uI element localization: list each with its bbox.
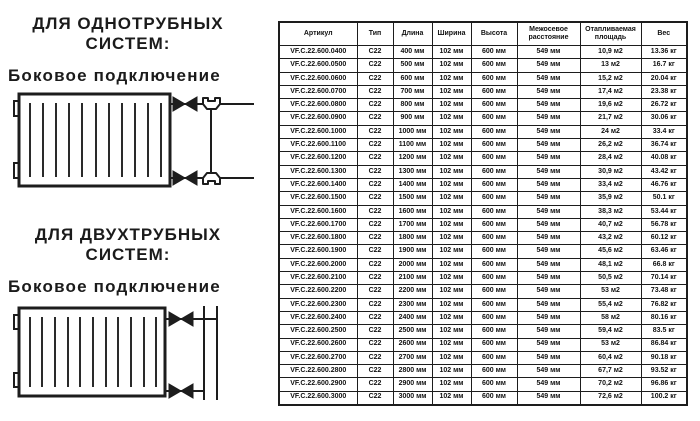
- table-cell: 26.72 кг: [641, 99, 687, 112]
- table-cell: C22: [357, 245, 393, 258]
- table-cell: 24 м2: [580, 125, 641, 138]
- table-cell: 19,6 м2: [580, 99, 641, 112]
- table-row: [279, 85, 687, 98]
- table-cell: 53 м2: [580, 285, 641, 298]
- table-cell: VF.C.22.600.1800: [279, 232, 357, 245]
- table-cell: 102 мм: [432, 192, 471, 205]
- table-cell: 549 мм: [517, 338, 580, 351]
- table-cell: 20.04 кг: [641, 72, 687, 85]
- table-cell: 1000 мм: [393, 125, 432, 138]
- table-cell: 600 мм: [471, 218, 517, 231]
- table-cell: C22: [357, 139, 393, 152]
- table-cell: VF.C.22.600.3000: [279, 391, 357, 404]
- table-cell: VF.C.22.600.1600: [279, 205, 357, 218]
- table-cell: VF.C.22.600.2700: [279, 351, 357, 364]
- table-row: [279, 218, 687, 231]
- column-header: Отапливаемая площадь: [580, 22, 641, 46]
- table-cell: 28,4 м2: [580, 152, 641, 165]
- table-cell: 600 мм: [393, 72, 432, 85]
- table-cell: 70,2 м2: [580, 378, 641, 391]
- column-header: Ширина: [432, 22, 471, 46]
- table-row: [279, 245, 687, 258]
- table-cell: 21,7 м2: [580, 112, 641, 125]
- table-cell: 600 мм: [471, 378, 517, 391]
- table-cell: C22: [357, 59, 393, 72]
- column-header: Высота: [471, 22, 517, 46]
- table-cell: C22: [357, 311, 393, 324]
- table-cell: 50.1 кг: [641, 192, 687, 205]
- table-cell: C22: [357, 152, 393, 165]
- table-cell: 2000 мм: [393, 258, 432, 271]
- table-cell: VF.C.22.600.0800: [279, 99, 357, 112]
- table-cell: 50,5 м2: [580, 272, 641, 285]
- table-row: [279, 298, 687, 311]
- table-cell: 549 мм: [517, 272, 580, 285]
- table-cell: 100.2 кг: [641, 391, 687, 404]
- table-cell: 2400 мм: [393, 311, 432, 324]
- valve-icon: [185, 97, 197, 111]
- table-cell: 102 мм: [432, 365, 471, 378]
- table-row: [279, 325, 687, 338]
- table-cell: 33,4 м2: [580, 178, 641, 191]
- table-cell: VF.C.22.600.2300: [279, 298, 357, 311]
- table-row: [279, 165, 687, 178]
- table-cell: 80.16 кг: [641, 311, 687, 324]
- table-cell: 10,9 м2: [580, 46, 641, 59]
- table-cell: 600 мм: [471, 391, 517, 404]
- table-cell: 40.08 кг: [641, 152, 687, 165]
- table-cell: 76.82 кг: [641, 298, 687, 311]
- column-header: Вес: [641, 22, 687, 46]
- table-row: [279, 205, 687, 218]
- table-cell: 102 мм: [432, 112, 471, 125]
- table-cell: 13 м2: [580, 59, 641, 72]
- table-cell: 600 мм: [471, 298, 517, 311]
- table-cell: 43.42 кг: [641, 165, 687, 178]
- table-cell: 102 мм: [432, 325, 471, 338]
- table-row: [279, 125, 687, 138]
- table-cell: 600 мм: [471, 325, 517, 338]
- table-cell: 1800 мм: [393, 232, 432, 245]
- table-cell: 67,7 м2: [580, 365, 641, 378]
- table-cell: C22: [357, 205, 393, 218]
- table-cell: 600 мм: [471, 338, 517, 351]
- table-cell: 549 мм: [517, 139, 580, 152]
- table-cell: 549 мм: [517, 205, 580, 218]
- table-cell: VF.C.22.600.0500: [279, 59, 357, 72]
- table-cell: 102 мм: [432, 59, 471, 72]
- table-cell: 549 мм: [517, 178, 580, 191]
- table-cell: 96.86 кг: [641, 378, 687, 391]
- single-pipe-heading: ДЛЯ ОДНОТРУБНЫХ СИСТЕМ:: [32, 14, 224, 53]
- table-cell: 549 мм: [517, 192, 580, 205]
- table-cell: VF.C.22.600.1900: [279, 245, 357, 258]
- table-cell: 102 мм: [432, 245, 471, 258]
- table-cell: 102 мм: [432, 205, 471, 218]
- table-row: [279, 112, 687, 125]
- table-cell: 549 мм: [517, 258, 580, 271]
- table-cell: 600 мм: [471, 192, 517, 205]
- valve-icon: [169, 312, 181, 326]
- table-cell: C22: [357, 325, 393, 338]
- table-cell: 400 мм: [393, 46, 432, 59]
- table-cell: 900 мм: [393, 112, 432, 125]
- table-cell: 30,9 м2: [580, 165, 641, 178]
- valve-icon: [169, 384, 181, 398]
- table-cell: 549 мм: [517, 245, 580, 258]
- table-cell: 600 мм: [471, 85, 517, 98]
- table-cell: 800 мм: [393, 99, 432, 112]
- table-cell: 549 мм: [517, 152, 580, 165]
- table-row: [279, 46, 687, 59]
- table-cell: C22: [357, 338, 393, 351]
- table-cell: 23.38 кг: [641, 85, 687, 98]
- table-cell: 53.44 кг: [641, 205, 687, 218]
- table-cell: C22: [357, 165, 393, 178]
- table-cell: VF.C.22.600.2000: [279, 258, 357, 271]
- table-cell: C22: [357, 46, 393, 59]
- table-cell: C22: [357, 72, 393, 85]
- table-cell: C22: [357, 218, 393, 231]
- table-cell: 102 мм: [432, 46, 471, 59]
- table-cell: 600 мм: [471, 99, 517, 112]
- table-row: [279, 178, 687, 191]
- table-cell: 2500 мм: [393, 325, 432, 338]
- table-cell: VF.C.22.600.2200: [279, 285, 357, 298]
- union-fitting-icon: [203, 173, 220, 184]
- table-cell: 1700 мм: [393, 218, 432, 231]
- table-cell: C22: [357, 192, 393, 205]
- table-cell: C22: [357, 351, 393, 364]
- table-row: [279, 258, 687, 271]
- table-row: [279, 232, 687, 245]
- table-row: [279, 365, 687, 378]
- table-cell: 549 мм: [517, 218, 580, 231]
- table-cell: C22: [357, 99, 393, 112]
- table-cell: 45,6 м2: [580, 245, 641, 258]
- spec-table: [278, 21, 688, 406]
- table-cell: 102 мм: [432, 72, 471, 85]
- table-cell: 13.36 кг: [641, 46, 687, 59]
- table-cell: 40,7 м2: [580, 218, 641, 231]
- table-cell: C22: [357, 365, 393, 378]
- table-row: [279, 285, 687, 298]
- union-fitting-icon: [203, 98, 220, 109]
- table-row: [279, 378, 687, 391]
- table-cell: 600 мм: [471, 351, 517, 364]
- table-row: [279, 139, 687, 152]
- table-cell: 1500 мм: [393, 192, 432, 205]
- single-pipe-subheading: Боковое подключение: [8, 66, 221, 85]
- table-cell: VF.C.22.600.1100: [279, 139, 357, 152]
- table-cell: 30.06 кг: [641, 112, 687, 125]
- table-cell: 59,4 м2: [580, 325, 641, 338]
- table-cell: 600 мм: [471, 46, 517, 59]
- table-cell: 600 мм: [471, 152, 517, 165]
- table-cell: 549 мм: [517, 232, 580, 245]
- table-cell: C22: [357, 298, 393, 311]
- table-cell: 90.18 кг: [641, 351, 687, 364]
- table-cell: 600 мм: [471, 258, 517, 271]
- table-cell: C22: [357, 258, 393, 271]
- table-cell: VF.C.22.600.0900: [279, 112, 357, 125]
- table-cell: 2700 мм: [393, 351, 432, 364]
- table-cell: VF.C.22.600.0400: [279, 46, 357, 59]
- table-cell: 2100 мм: [393, 272, 432, 285]
- table-cell: C22: [357, 85, 393, 98]
- table-cell: VF.C.22.600.2400: [279, 311, 357, 324]
- table-cell: C22: [357, 112, 393, 125]
- table-cell: 549 мм: [517, 99, 580, 112]
- table-cell: 72,6 м2: [580, 391, 641, 404]
- table-cell: 2200 мм: [393, 285, 432, 298]
- table-cell: 46.76 кг: [641, 178, 687, 191]
- table-cell: 549 мм: [517, 46, 580, 59]
- table-row: [279, 391, 687, 404]
- table-cell: 60.12 кг: [641, 232, 687, 245]
- table-cell: 38,3 м2: [580, 205, 641, 218]
- table-cell: 549 мм: [517, 112, 580, 125]
- table-row: [279, 192, 687, 205]
- table-cell: 102 мм: [432, 311, 471, 324]
- table-cell: 102 мм: [432, 99, 471, 112]
- table-cell: 549 мм: [517, 325, 580, 338]
- table-cell: 549 мм: [517, 165, 580, 178]
- column-header: Тип: [357, 22, 393, 46]
- table-row: [279, 272, 687, 285]
- valve-icon: [181, 312, 193, 326]
- table-cell: 56.78 кг: [641, 218, 687, 231]
- table-cell: 102 мм: [432, 165, 471, 178]
- table-cell: 549 мм: [517, 59, 580, 72]
- table-cell: 66.8 кг: [641, 258, 687, 271]
- table-cell: VF.C.22.600.1500: [279, 192, 357, 205]
- table-cell: C22: [357, 272, 393, 285]
- table-cell: 17,4 м2: [580, 85, 641, 98]
- table-cell: 1900 мм: [393, 245, 432, 258]
- table-cell: C22: [357, 391, 393, 404]
- table-cell: 600 мм: [471, 139, 517, 152]
- table-cell: 600 мм: [471, 365, 517, 378]
- table-cell: 102 мм: [432, 218, 471, 231]
- table-cell: 102 мм: [432, 351, 471, 364]
- table-cell: VF.C.22.600.2100: [279, 272, 357, 285]
- table-cell: 55,4 м2: [580, 298, 641, 311]
- valve-icon: [181, 384, 193, 398]
- table-cell: 549 мм: [517, 125, 580, 138]
- table-cell: 1600 мм: [393, 205, 432, 218]
- two-pipe-heading: ДЛЯ ДВУХТРУБНЫХ СИСТЕМ:: [34, 225, 222, 264]
- table-cell: 549 мм: [517, 72, 580, 85]
- table-cell: VF.C.22.600.2600: [279, 338, 357, 351]
- table-row: [279, 99, 687, 112]
- table-cell: 549 мм: [517, 311, 580, 324]
- table-cell: 102 мм: [432, 232, 471, 245]
- table-cell: 60,4 м2: [580, 351, 641, 364]
- table-cell: VF.C.22.600.1200: [279, 152, 357, 165]
- table-cell: 15,2 м2: [580, 72, 641, 85]
- table-cell: 16.7 кг: [641, 59, 687, 72]
- table-cell: VF.C.22.600.1400: [279, 178, 357, 191]
- table-cell: 2300 мм: [393, 298, 432, 311]
- column-header: Артикул: [279, 22, 357, 46]
- table-cell: 36.74 кг: [641, 139, 687, 152]
- table-cell: 43,2 м2: [580, 232, 641, 245]
- table-cell: 600 мм: [471, 178, 517, 191]
- table-cell: 1100 мм: [393, 139, 432, 152]
- table-cell: 500 мм: [393, 59, 432, 72]
- spec-table-header: [279, 22, 687, 46]
- table-cell: 102 мм: [432, 298, 471, 311]
- table-cell: 102 мм: [432, 338, 471, 351]
- table-cell: 26,2 м2: [580, 139, 641, 152]
- table-cell: 600 мм: [471, 59, 517, 72]
- table-cell: 73.48 кг: [641, 285, 687, 298]
- table-cell: 600 мм: [471, 165, 517, 178]
- valve-icon: [173, 97, 185, 111]
- table-cell: VF.C.22.600.2900: [279, 378, 357, 391]
- column-header: Длина: [393, 22, 432, 46]
- table-cell: VF.C.22.600.0700: [279, 85, 357, 98]
- table-cell: 600 мм: [471, 205, 517, 218]
- table-cell: C22: [357, 232, 393, 245]
- table-cell: C22: [357, 285, 393, 298]
- table-cell: 93.52 кг: [641, 365, 687, 378]
- table-cell: 102 мм: [432, 391, 471, 404]
- table-row: [279, 311, 687, 324]
- table-cell: 549 мм: [517, 365, 580, 378]
- table-cell: 83.5 кг: [641, 325, 687, 338]
- table-cell: 549 мм: [517, 298, 580, 311]
- table-cell: 102 мм: [432, 258, 471, 271]
- table-cell: 33.4 кг: [641, 125, 687, 138]
- table-cell: 102 мм: [432, 152, 471, 165]
- table-cell: 102 мм: [432, 285, 471, 298]
- table-cell: 63.46 кг: [641, 245, 687, 258]
- table-cell: 549 мм: [517, 391, 580, 404]
- table-cell: VF.C.22.600.0600: [279, 72, 357, 85]
- table-cell: VF.C.22.600.2800: [279, 365, 357, 378]
- table-row: [279, 72, 687, 85]
- valve-icon: [185, 171, 197, 185]
- table-cell: 549 мм: [517, 285, 580, 298]
- table-cell: VF.C.22.600.2500: [279, 325, 357, 338]
- table-cell: C22: [357, 125, 393, 138]
- left-panel: [6, 0, 262, 406]
- table-row: [279, 59, 687, 72]
- radiator-side-connection-single-pipe-diagram: [6, 90, 256, 195]
- table-cell: 102 мм: [432, 139, 471, 152]
- table-cell: 2800 мм: [393, 365, 432, 378]
- table-cell: 600 мм: [471, 72, 517, 85]
- table-cell: 600 мм: [471, 311, 517, 324]
- table-cell: 86.84 кг: [641, 338, 687, 351]
- table-cell: 1200 мм: [393, 152, 432, 165]
- table-cell: 600 мм: [471, 112, 517, 125]
- table-cell: 549 мм: [517, 85, 580, 98]
- table-cell: 549 мм: [517, 378, 580, 391]
- table-cell: 35,9 м2: [580, 192, 641, 205]
- table-cell: 48,1 м2: [580, 258, 641, 271]
- table-cell: 600 мм: [471, 285, 517, 298]
- table-cell: 70.14 кг: [641, 272, 687, 285]
- table-cell: 102 мм: [432, 178, 471, 191]
- table-cell: VF.C.22.600.1300: [279, 165, 357, 178]
- table-row: [279, 152, 687, 165]
- table-row: [279, 351, 687, 364]
- table-cell: 2900 мм: [393, 378, 432, 391]
- table-cell: C22: [357, 378, 393, 391]
- table-cell: 549 мм: [517, 351, 580, 364]
- table-cell: 102 мм: [432, 85, 471, 98]
- spec-table-body: [279, 46, 687, 405]
- table-cell: 3000 мм: [393, 391, 432, 404]
- table-cell: 600 мм: [471, 272, 517, 285]
- table-cell: 600 мм: [471, 125, 517, 138]
- table-cell: VF.C.22.600.1700: [279, 218, 357, 231]
- valve-icon: [173, 171, 185, 185]
- table-cell: 102 мм: [432, 378, 471, 391]
- table-cell: 53 м2: [580, 338, 641, 351]
- table-cell: 1400 мм: [393, 178, 432, 191]
- radiator-side-connection-two-pipe-diagram: [6, 301, 256, 406]
- table-cell: 102 мм: [432, 125, 471, 138]
- table-cell: 600 мм: [471, 245, 517, 258]
- column-header: Межосевое расстояние: [517, 22, 580, 46]
- table-cell: 58 м2: [580, 311, 641, 324]
- table-cell: 700 мм: [393, 85, 432, 98]
- two-pipe-subheading: Боковое подключение: [8, 277, 221, 296]
- table-cell: VF.C.22.600.1000: [279, 125, 357, 138]
- table-cell: 2600 мм: [393, 338, 432, 351]
- table-cell: 102 мм: [432, 272, 471, 285]
- table-cell: C22: [357, 178, 393, 191]
- table-row: [279, 338, 687, 351]
- table-cell: 600 мм: [471, 232, 517, 245]
- table-cell: 1300 мм: [393, 165, 432, 178]
